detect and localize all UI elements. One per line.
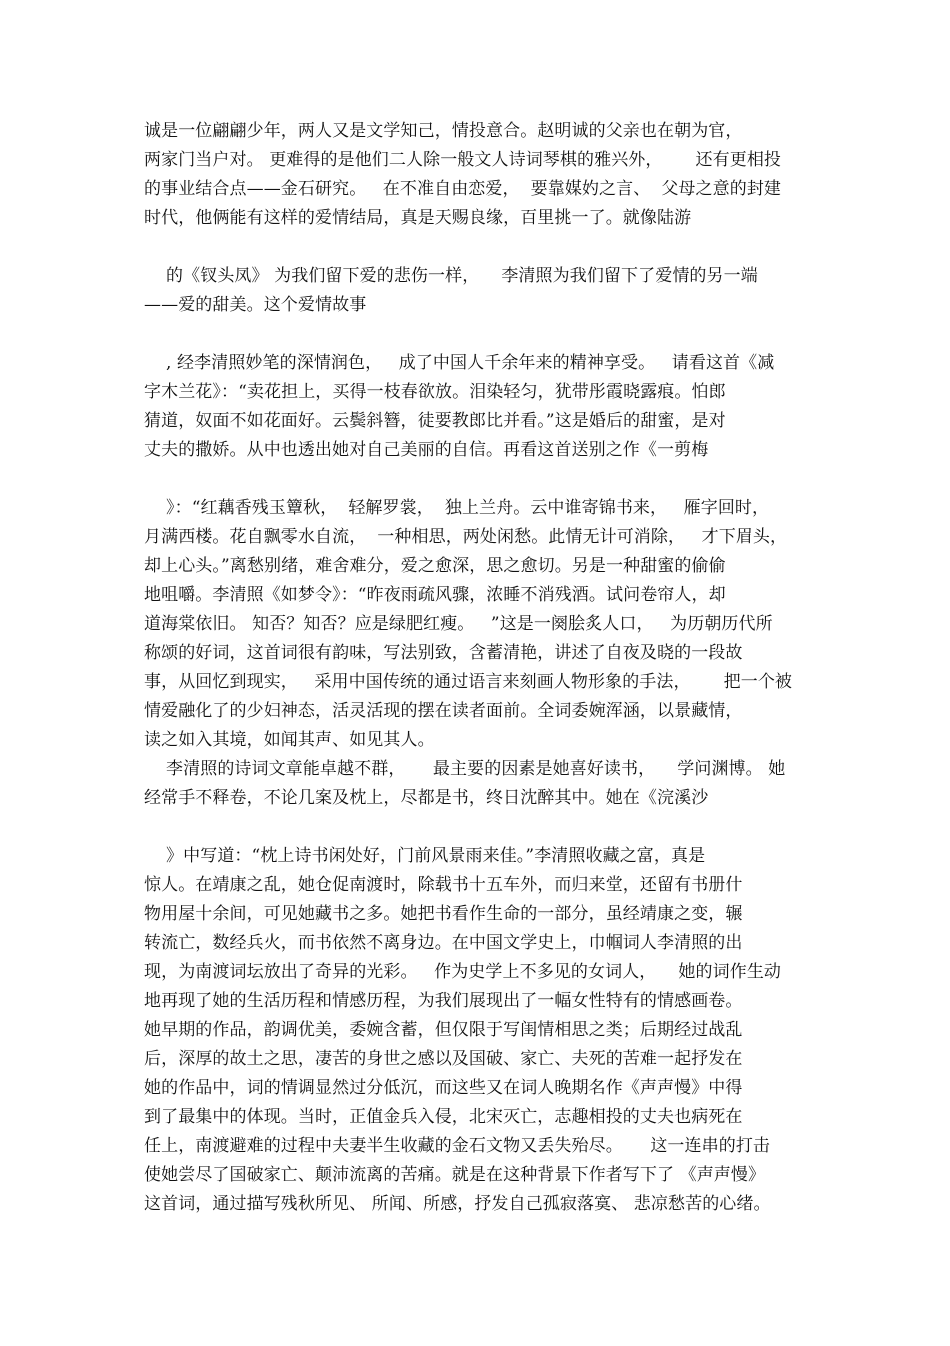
text-line: 丈夫的撒娇。从中也透出她对自己美丽的自信。再看这首送别之作《一剪梅	[144, 440, 709, 460]
text-line: 诚是一位翩翩少年，两人又是文学知己，情投意合。赵明诚的父亲也在朝为官，	[144, 121, 743, 141]
text-line: , 经李清照妙笔的深情润色， 成了中国人千余年来的精神享受。 请看这首《减	[144, 353, 775, 373]
text-line: 她的作品中，词的情调显然过分低沉，而这些又在词人晚期名作《声声慢》中得	[144, 1078, 743, 1098]
text-line: 李清照的诗词文章能卓越不群， 最主要的因素是她喜好读书， 学问渊博。 她	[144, 759, 786, 779]
text-line: 任上，南渡避难的过程中夫妻半生收藏的金石文物又丢失殆尽。 这一连串的打击	[144, 1136, 771, 1156]
text-line: 地再现了她的生活历程和情感历程，为我们展现出了一幅女性特有的情感画卷。	[144, 991, 743, 1011]
text-line: 时代，他俩能有这样的爱情结局，真是天赐良缘，百里挑一了。就像陆游	[144, 208, 692, 228]
text-line: 经常手不释卷，不论几案及枕上，尽都是书，终日沈醉其中。她在《浣溪沙	[144, 788, 709, 808]
text-line: 猜道，奴面不如花面好。云鬓斜簪，徒要教郎比并看。”这是婚后的甜蜜，是对	[144, 411, 726, 431]
text-line: 她早期的作品，韵调优美，委婉含蓄，但仅限于写闺情相思之类；后期经过战乱	[144, 1020, 743, 1040]
text-line: 地咀嚼。李清照《如梦令》：“昨夜雨疏风骤，浓睡不消残酒。试问卷帘人，却	[144, 585, 726, 605]
text-line: 月满西楼。花自飘零水自流， 一种相思，两处闲愁。此情无计可消除， 才下眉头，	[144, 527, 788, 547]
text-line: 的事业结合点——金石研究。 在不准自由恋爱， 要靠媒妁之言、 父母之意的封建	[144, 179, 782, 199]
text-line: 称颂的好词，这首词很有韵味，写法别致，含蓄清艳，讲述了自夜及晓的一段故	[144, 643, 743, 663]
text-line: 后，深厚的故土之思，凄苦的身世之感以及国破、家亡、夫死的苦难一起抒发在	[144, 1049, 743, 1069]
text-line: 两家门当户对。 更难得的是他们二人除一般文人诗词琴棋的雅兴外， 还有更相投	[144, 150, 782, 170]
text-line: 却上心头。”离愁别绪，难舍难分，爱之愈深，思之愈切。另是一种甜蜜的偷偷	[144, 556, 726, 576]
text-line: 》中写道：“枕上诗书闲处好，门前风景雨来佳。”李清照收藏之富，真是	[144, 846, 706, 866]
text-line: 现，为南渡词坛放出了奇异的光彩。 作为史学上不多见的女词人， 她的词作生动	[144, 962, 782, 982]
text-line: 物用屋十余间，可见她藏书之多。她把书看作生命的一部分，虽经靖康之变，辗	[144, 904, 743, 924]
text-line: 事，从回忆到现实， 采用中国传统的通过语言来刻画人物形象的手法， 把一个被	[144, 672, 793, 692]
text-line: 惊人。在靖康之乱，她仓促南渡时，除载书十五车外，而归来堂，还留有书册什	[144, 875, 743, 895]
text-line: 情爱融化了的少妇神态，活灵活现的摆在读者面前。全词委婉浑涵，以景藏情，	[144, 701, 743, 721]
text-line: 这首词，通过描写残秋所见、 所闻、所感，抒发自己孤寂落寞、 悲凉愁苦的心绪。	[144, 1194, 771, 1214]
text-line: ——爱的甜美。这个爱情故事	[144, 295, 367, 315]
text-line: 》：“红藕香残玉簟秋， 轻解罗裳， 独上兰舟。云中谁寄锦书来， 雁字回时，	[144, 498, 770, 518]
text-line: 转流亡，数经兵火，而书依然不离身边。在中国文学史上，巾帼词人李清照的出	[144, 933, 743, 953]
text-line: 读之如入其境，如闻其声、如见其人。	[144, 730, 435, 750]
text-line: 的《钗头凤》 为我们留下爱的悲伤一样， 李清照为我们留下了爱情的另一端	[144, 266, 758, 286]
text-line: 道海棠依旧。 知否？知否？应是绿肥红瘦。 ”这是一阕脍炙人口， 为历朝历代所	[144, 614, 773, 634]
text-line: 使她尝尽了国破家亡、颠沛流离的苦痛。就是在这种背景下作者写下了 《声声慢》	[144, 1165, 766, 1185]
text-line: 到了最集中的体现。当时，正值金兵入侵，北宋灭亡，志趣相投的丈夫也病死在	[144, 1107, 743, 1127]
text-line: 字木兰花》：“卖花担上，买得一枝春欲放。泪染轻匀，犹带彤霞晓露痕。怕郎	[144, 382, 726, 402]
